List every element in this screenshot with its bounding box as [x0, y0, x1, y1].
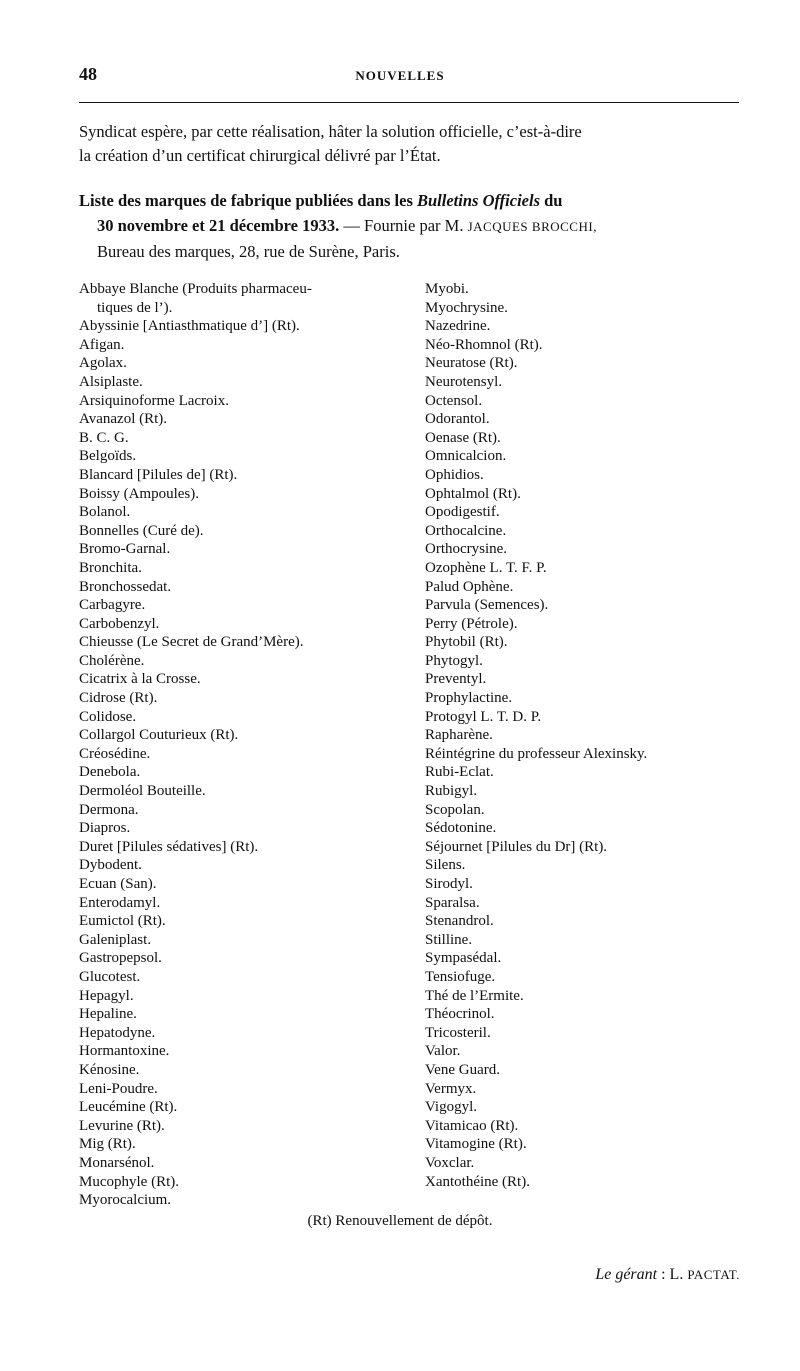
heading-bulletins: Bulletins Officiels [417, 191, 540, 210]
list-item: Vitamicao (Rt). [425, 1117, 519, 1134]
list-item: Hepatodyne. [79, 1024, 156, 1041]
list-item: Omnicalcion. [425, 448, 507, 465]
list-item: Sirodyl. [425, 876, 473, 892]
heading-line-1 [79, 188, 759, 213]
list-item: Perry (Pétrole). [425, 615, 518, 632]
list-item: Alsiplaste. [79, 373, 143, 390]
signature-label: Le gérant [595, 1266, 658, 1283]
list-item: Vitamogine (Rt). [425, 1136, 527, 1153]
list-item: Leni-Poudre. [79, 1080, 158, 1097]
list-item: Ophidios. [425, 466, 484, 483]
list-item: Orthocrysine. [425, 541, 508, 558]
list-item: Diapros. [79, 820, 131, 837]
list-item: Valor. [425, 1043, 461, 1060]
list-item: Enterodamyl. [79, 894, 161, 911]
list-item: Stenandrol. [425, 913, 494, 930]
list-item: Preventyl. [425, 671, 487, 688]
list-item: Mucophyle (Rt). [79, 1173, 179, 1190]
left-column-list [79, 280, 419, 1210]
list-item: Opodigestif. [425, 504, 500, 521]
list-item: Sédotonine. [425, 820, 497, 837]
list-item: Denebola. [79, 764, 141, 781]
list-item: Vermyx. [425, 1080, 477, 1097]
heading-author: JACQUES BROCCHI, [467, 219, 597, 234]
list-item: Séjournet [Pilules du Dr] (Rt). [425, 838, 608, 855]
signature [595, 1266, 740, 1284]
heading-source: — Fournie par M. [339, 216, 468, 235]
list-item: Neurotensyl. [425, 373, 503, 390]
list-item: Théocrinol. [425, 1006, 495, 1023]
footnote: (Rt) Renouvellement de dépôt. [307, 1213, 493, 1229]
list-item: Gastropepsol. [79, 950, 162, 967]
list-item: Créosédine. [79, 745, 151, 762]
list-item: Rapharène. [425, 727, 493, 744]
list-item: Cholérène. [79, 652, 145, 669]
list-item: Chieusse (Le Secret de Grand’Mère). [79, 634, 304, 651]
list-item: Blancard [Pilules de] (Rt). [79, 466, 238, 483]
list-item: Odorantol. [425, 411, 490, 428]
list-item: Afigan. [79, 336, 125, 353]
list-item: tiques de l’). [97, 299, 173, 316]
list-item: Arsiquinoforme Lacroix. [79, 392, 229, 409]
running-head: NOUVELLES [355, 68, 445, 83]
list-item: Neuratose (Rt). [425, 355, 518, 372]
list-item: Stilline. [425, 931, 473, 948]
list-item: Galeniplast. [79, 931, 152, 948]
list-item: Levurine (Rt). [79, 1117, 165, 1134]
list-item: Phytobil (Rt). [425, 634, 508, 651]
list-item: Tricosteril. [425, 1024, 491, 1041]
list-item: Abyssinie [Antiasthmatique d’] (Rt). [79, 318, 300, 335]
list-item: Prophylactine. [425, 690, 513, 707]
list-item: Voxclar. [425, 1154, 475, 1171]
heading-line-2 [79, 213, 759, 239]
list-item: Ophtalmol (Rt). [425, 485, 521, 502]
signature-name: PACTAT. [687, 1267, 740, 1282]
list-item: Myorocalcium. [79, 1192, 172, 1209]
heading-text-2: du [540, 191, 563, 210]
list-item: Scopolan. [425, 801, 485, 818]
intro-paragraph [79, 120, 749, 168]
list-item: Bronchossedat. [79, 578, 172, 595]
list-item: Vigogyl. [425, 1099, 478, 1116]
right-column-list [425, 280, 765, 1191]
list-item: Orthocalcine. [425, 522, 507, 539]
list-item: Carbobenzyl. [79, 615, 160, 632]
list-item: Rubi-Eclat. [425, 764, 494, 781]
list-item: Mig (Rt). [79, 1136, 136, 1153]
list-item: Thé de l’Ermite. [425, 987, 524, 1004]
list-item: Glucotest. [79, 968, 141, 985]
list-item: Ozophène L. T. F. P. [425, 559, 547, 576]
list-item: Palud Ophène. [425, 578, 514, 595]
list-item: Cidrose (Rt). [79, 690, 158, 707]
list-item: Phytogyl. [425, 652, 483, 669]
list-item: Réintégrine du professeur Alexinsky. [425, 745, 648, 762]
list-item: Myobi. [425, 281, 469, 297]
list-item: Colidose. [79, 708, 137, 725]
list-item: Boissy (Ampoules). [79, 485, 199, 502]
list-item: Myochrysine. [425, 299, 508, 316]
list-item: Kénosine. [79, 1061, 140, 1078]
intro-line-2: la création d’un certificat chirurgical délivré par l’État. [79, 146, 441, 165]
list-item: Bonnelles (Curé de). [79, 522, 204, 539]
intro-line-1: Syndicat espère, par cette réalisation, hâter la solution officielle, c’est-à-dire [79, 122, 582, 141]
list-item: Collargol Couturieux (Rt). [79, 727, 239, 744]
list-item: Oenase (Rt). [425, 429, 501, 446]
list-item: Abbaye Blanche (Produits pharmaceu- [79, 281, 312, 297]
list-item: Cicatrix à la Crosse. [79, 671, 201, 688]
list-item: Xantothéine (Rt). [425, 1173, 530, 1190]
list-item: Hepagyl. [79, 987, 134, 1004]
list-item: Sympasédal. [425, 950, 502, 967]
list-item: B. C. G. [79, 429, 129, 446]
list-item: Néo-Rhomnol (Rt). [425, 336, 543, 353]
list-item: Eumictol (Rt). [79, 913, 166, 930]
heading-line-3: Bureau des marques, 28, rue de Surène, Paris. [97, 242, 400, 261]
heading-text-1: Liste des marques de fabrique publiées dans les [79, 191, 417, 210]
list-item: Parvula (Semences). [425, 597, 549, 614]
signature-separator: : L. [657, 1266, 688, 1283]
list-item: Dermoléol Bouteille. [79, 783, 206, 800]
page-number: 48 [79, 64, 97, 84]
list-item: Rubigyl. [425, 783, 478, 800]
list-item: Nazedrine. [425, 318, 491, 335]
list-item: Tensiofuge. [425, 968, 496, 985]
list-item: Ecuan (San). [79, 876, 157, 892]
list-item: Silens. [425, 857, 466, 874]
list-item: Hepaline. [79, 1006, 137, 1023]
list-item: Hormantoxine. [79, 1043, 170, 1060]
header-rule [79, 102, 739, 103]
list-item: Bromo-Garnal. [79, 541, 171, 558]
list-item: Dermona. [79, 801, 139, 818]
list-item: Bolanol. [79, 504, 131, 521]
list-item: Vene Guard. [425, 1061, 500, 1078]
list-item: Carbagyre. [79, 597, 146, 614]
list-item: Avanazol (Rt). [79, 411, 168, 428]
heading-dates: 30 novembre et 21 décembre 1933. [97, 216, 340, 235]
list-item: Octensol. [425, 392, 483, 409]
list-item: Sparalsa. [425, 894, 480, 911]
list-item: Dybodent. [79, 857, 142, 874]
list-heading [79, 188, 759, 264]
list-item: Agolax. [79, 355, 127, 372]
list-item: Monarsénol. [79, 1154, 155, 1171]
list-item: Duret [Pilules sédatives] (Rt). [79, 838, 259, 855]
list-item: Bronchita. [79, 559, 142, 576]
list-item: Belgoïds. [79, 448, 137, 465]
list-item: Leucémine (Rt). [79, 1099, 178, 1116]
list-item: Protogyl L. T. D. P. [425, 708, 542, 725]
